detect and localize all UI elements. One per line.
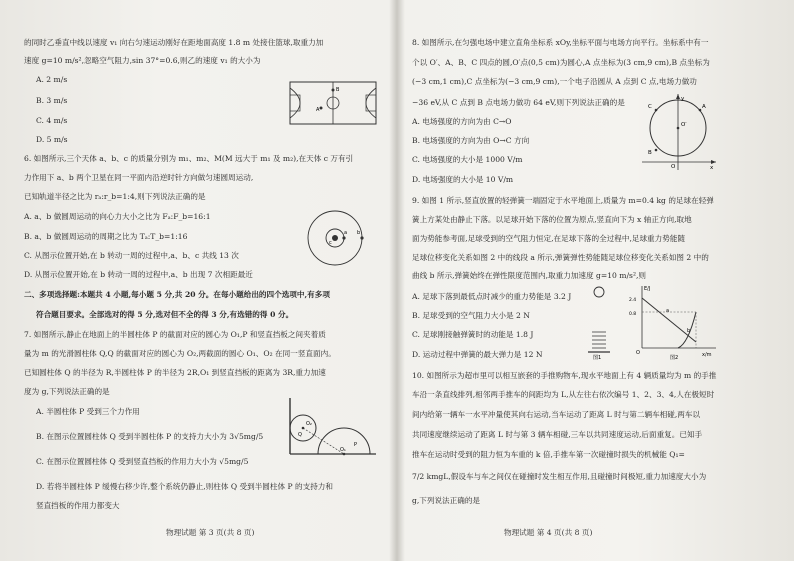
- fig5-label-a: A: [316, 107, 320, 113]
- page-4-text-line: 共同速度继续运动了距离 L 时与第 3 辆车相碰,三车以共同速度运动,后面重复。已知手: [412, 430, 703, 439]
- fig8-label-x: x: [710, 165, 714, 171]
- page-4-text-line: D. 电场强度的大小是 10 V/m: [412, 175, 514, 184]
- fig5-label-b: B: [336, 87, 340, 93]
- page-4-text-line: 间内给第一辆车一水平冲量使其向右运动,当车运动了距离 L 时与第二辆车相碰,两车以: [412, 410, 701, 419]
- page-3-text-line: 6. 如图所示,三个天体 a、b、c 的质量分别为 m₁、m₂、M(M 远大于 m₁ 及 m₂),在天体 c 万有引: [24, 154, 354, 163]
- fig7-label-q: Q: [298, 432, 302, 438]
- fig9-tick-24: 2.4: [629, 298, 637, 303]
- page-3-text-line: B. 3 m/s: [36, 96, 68, 105]
- fig9-tick-08: 0.8: [629, 312, 637, 317]
- fig9-label-a: a: [666, 308, 670, 314]
- page-3-text-line: 二、多项选择题:本题共 4 小题,每小题 5 分,共 20 分。在每小题给出的四个选项中,有多项: [24, 290, 330, 299]
- page-4-text-line: 8. 如图所示,在匀强电场中建立直角坐标系 xOy,坐标平面与电场方向平行。坐标系中有一: [412, 38, 709, 47]
- cylinders-figure: [278, 398, 378, 460]
- page-4-text-line: (−3 cm,1 cm),C 点坐标为(−3 cm,9 cm),一个电子沿圆从 A 点到 C 点,电场力做功: [412, 77, 697, 86]
- fig8-label-c: C: [648, 104, 652, 110]
- page-3-text-line: C. 从图示位置开始,在 b 转动一周的过程中,a、b、c 共线 13 次: [24, 251, 239, 260]
- page-3-text-line: A. a、b 做圆周运动的向心力大小之比为 Fₐ:F_b=16:1: [24, 212, 211, 221]
- fig8-label-y: y: [681, 96, 685, 102]
- page-3-text-line: C. 4 m/s: [36, 116, 68, 125]
- page-4-text-line: 推车在运动时受到的阻力恒为车重的 k 倍,手推车第一次碰撞时损失的机械能 Q₁=: [412, 450, 685, 459]
- fig8-label-b: B: [648, 150, 652, 156]
- page-3-text-line: 速度 g=10 m/s²,忽略空气阻力,sin 37°=0.6,则乙的速度 v₁ 的大小为: [24, 56, 261, 65]
- fig7-label-o1: O₁: [340, 447, 346, 453]
- page-3-text-line: D. 从图示位置开始,在 b 转动一周的过程中,a、b 出现 7 次相距最近: [24, 270, 253, 279]
- fig9-label-b: b: [687, 328, 691, 334]
- fig9-caption-1: 图1: [593, 355, 602, 360]
- page-3-footer: 物理试题 第 3 页(共 8 页): [166, 528, 255, 537]
- page-4-text-line: 簧上方某处由静止下落。以足球开始下落的位置为原点,竖直向下为 x 轴正方向,取地: [412, 215, 692, 224]
- fig9-label-axis-e: E/J: [644, 286, 651, 292]
- page-3-text-line: D. 5 m/s: [36, 135, 68, 144]
- page-4-text-line: D. 运动过程中弹簧的最大弹力是 12 N: [412, 350, 543, 359]
- fig9-caption-2: 图2: [670, 355, 679, 360]
- page-4-text-line: 个以 O′、A、B、C 四点的圆,O′点(0,5 cm)为圆心,A 点坐标为(3 cm,9 cm),B 点坐标为: [412, 58, 710, 67]
- fig8-label-o: O: [671, 164, 676, 170]
- orbits-figure: [305, 208, 365, 268]
- page-3-text-line: A. 2 m/s: [36, 75, 68, 84]
- page-3: [0, 0, 396, 561]
- page-4-text-line: −36 eV,从 C 点到 B 点电场力做功 64 eV,则下列说法正确的是: [412, 98, 625, 107]
- page-4: [398, 0, 794, 561]
- page-3-text-line: 7. 如图所示,静止在地面上的半圆柱体 P 的截面对应的圆心为 O₁,P 和竖直挡板之间夹着质: [24, 330, 326, 339]
- fig6-label-b: b: [357, 230, 361, 236]
- page-3-text-line: 符合题目要求。全部选对的得 5 分,选对但不全的得 3 分,有选错的得 0 分。: [36, 310, 294, 319]
- page-4-text-line: B. 电场强度的方向为由 O→C 方向: [412, 136, 530, 145]
- page-3-text-line: 量为 m 的光滑圆柱体 Q,Q 的截面对应的圆心为 O₂,两截面的圆心 O₁、O₂ 在同一竖直面内。: [24, 349, 336, 358]
- page-3-text-line: 力作用下 a、b 两个卫星在同一平面内沿逆时针方向做匀速圆周运动,: [24, 173, 254, 182]
- fig6-label-a: a: [344, 230, 348, 236]
- page-4-text-line: 曲线 b 所示,弹簧始终在弹性限度范围内,取重力加速度 g=10 m/s²,则: [412, 271, 646, 280]
- page-4-text-line: B. 足球受到的空气阻力大小是 2 N: [412, 311, 530, 320]
- fig9-label-axis-x: x/m: [702, 352, 712, 358]
- fig7-label-o2: O₂: [306, 421, 312, 427]
- page-3-text-line: 的同时乙垂直中线以速度 v₁ 向右匀速运动刚好在距地面高度 1.8 m 处接住篮球,取重力加: [24, 38, 324, 47]
- page-4-text-line: A. 足球下落到最低点时减少的重力势能是 3.2 J: [412, 292, 572, 301]
- page-4-text-line: 车沿一条直线排列,相邻两手推车的间距均为 L,从左往右依次编号 1、2、3、4,人在极短时: [412, 390, 715, 399]
- page-3-text-line: B. 在图示位置圆柱体 Q 受到半圆柱体 P 的支持力大小为 3√5mg/5: [36, 432, 264, 441]
- electric-field-circle-figure: [638, 92, 718, 172]
- fig8-label-o-prime: O′: [681, 122, 687, 128]
- page-4-text-line: 面为势能参考面,足球受到的空气阻力恒定,在足球下落的全过程中,足球重力势能随: [412, 234, 686, 243]
- basketball-court-figure: [288, 78, 380, 128]
- page-3-text-line: 已知圆柱体 Q 的半径为 R,半圆柱体 P 的半径为 2R,O₁ 到竖直挡板的距离为 3R,重力加速: [24, 368, 326, 377]
- page-4-text-line: C. 足球刚接触弹簧时的动能是 1.8 J: [412, 330, 534, 339]
- page-4-text-line: A. 电场强度的方向为由 C→O: [412, 117, 512, 126]
- page-3-text-line: B. a、b 做圆周运动的周期之比为 Tₐ:T_b=1:16: [24, 232, 188, 241]
- fig8-label-a: A: [702, 104, 706, 110]
- spring-energy-figure: [584, 282, 724, 360]
- page-3-text-line: 度为 g,下列说法正确的是: [24, 387, 110, 396]
- fig6-label-c: c: [329, 240, 332, 246]
- page-3-text-line: A. 半圆柱体 P 受到三个力作用: [36, 407, 140, 416]
- page-3-text-line: 竖直挡板的作用力都变大: [36, 501, 120, 510]
- page-3-text-line: D. 若将半圆柱体 P 缓慢右移少许,整个系统仍静止,则柱体 Q 受到半圆柱体 P 的支持力和: [36, 482, 333, 491]
- page-3-text-line: 已知轨道半径之比为 rₐ:r_b=1:4,则下列说法正确的是: [24, 192, 206, 201]
- page-4-text-line: g,下列说法正确的是: [412, 496, 481, 505]
- page-3-text-line: C. 在图示位置圆柱体 Q 受到竖直挡板的作用力大小为 √5mg/5: [36, 457, 249, 466]
- page-4-text-line: 7/2 kmgL,假设车与车之间仅在碰撞时发生相互作用,且碰撞时间极短,重力加速度大小为: [412, 472, 707, 481]
- fig9-label-origin: O: [636, 350, 640, 356]
- page-4-text-line: 10. 如图所示为超市里可以相互嵌套的手推购物车,现水平地面上有 4 辆质量均为 m 的手推: [412, 371, 717, 380]
- page-4-text-line: 9. 如图 1 所示,竖直放置的轻弹簧一端固定于水平地面上,质量为 m=0.4 kg 的足球在轻弹: [412, 196, 714, 205]
- page-4-footer: 物理试题 第 4 页(共 8 页): [504, 528, 593, 537]
- fig7-label-p: P: [354, 442, 358, 448]
- page-4-text-line: C. 电场强度的大小是 1000 V/m: [412, 155, 523, 164]
- page-4-text-line: 足球位移变化关系如图 2 中的线段 a 所示,弹簧弹性势能随足球位移变化关系如图 2 中的: [412, 253, 709, 262]
